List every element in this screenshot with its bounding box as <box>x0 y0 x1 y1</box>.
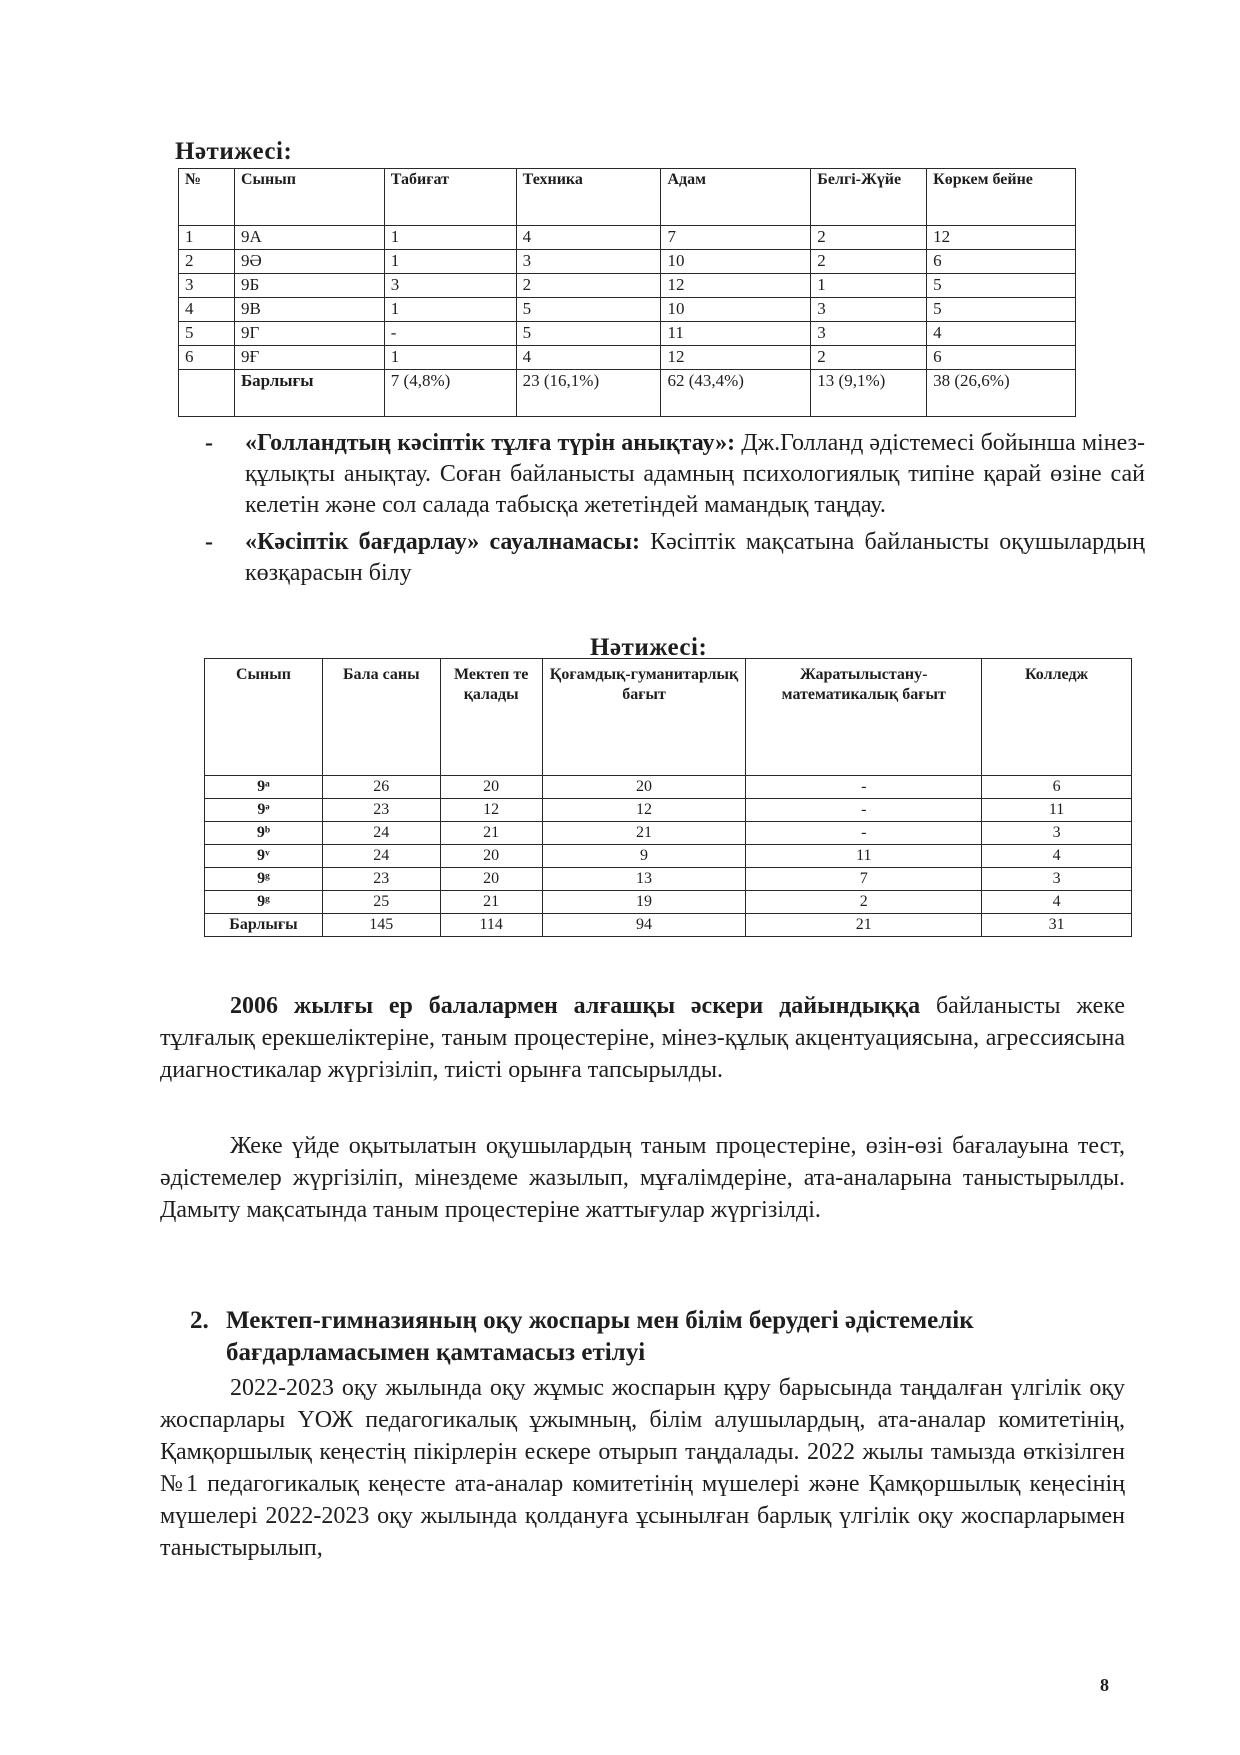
table-row <box>205 822 1132 845</box>
cell: 7 <box>746 868 982 891</box>
cell: 5 <box>516 298 661 322</box>
cell: 4 <box>982 891 1132 914</box>
cell: 62 (43,4%) <box>661 370 811 417</box>
cell: 9ᵇ <box>205 822 323 845</box>
methods-list <box>195 428 1145 595</box>
method-title: «Кәсіптік бағдарлау» сауалнамасы: <box>245 529 640 555</box>
header-cell: Табиғат <box>384 169 516 226</box>
cell: 6 <box>982 776 1132 799</box>
cell: 12 <box>440 799 542 822</box>
cell: 3 <box>179 274 235 298</box>
table-row <box>205 845 1132 868</box>
table-header-row <box>205 659 1132 776</box>
cell: 20 <box>542 776 746 799</box>
cell: 114 <box>440 914 542 937</box>
cell: 23 (16,1%) <box>516 370 661 417</box>
cell: 5 <box>179 322 235 346</box>
cell: 10 <box>661 298 811 322</box>
method-description: Кәсіптік мақсатына байланысты оқушылардың көзқарасын білу <box>245 529 1145 586</box>
cell: 1 <box>811 274 927 298</box>
header-cell: № <box>179 169 235 226</box>
section-title: Мектеп-гимназияның оқу жоспары мен білім берудегі әдістемелік бағдарламасымен қамтамасыз етілуі <box>226 1307 974 1366</box>
cell: 23 <box>322 868 440 891</box>
section-number: 2. <box>190 1307 209 1334</box>
paragraph-text: Жеке үйде оқытылатын оқушылардың таным процестеріне, өзін-өзі бағалауына тест, әдістемелер жүргізіліп, мінездеме жазылып, мұғалімдеріне, ата-аналарына таныстырылды. Дамыту мақсатында таным процестеріне жаттығулар жүргізілді. <box>160 1133 1125 1223</box>
bullet-dash: - <box>205 529 213 555</box>
cell: 13 <box>542 868 746 891</box>
cell: 2 <box>746 891 982 914</box>
paragraph-curriculum <box>160 1372 1125 1564</box>
cell: 20 <box>440 845 542 868</box>
header-cell: Колледж <box>982 659 1132 776</box>
cell: 3 <box>384 274 516 298</box>
method-title: «Голландтың кәсіптік тұлға түрін анықтау»: <box>245 430 736 456</box>
cell: 6 <box>927 250 1076 274</box>
cell: 94 <box>542 914 746 937</box>
cell: 4 <box>516 346 661 370</box>
cell: - <box>746 799 982 822</box>
header-cell: Адам <box>661 169 811 226</box>
bullet-dash: - <box>205 430 213 456</box>
paragraph-military <box>160 990 1125 1086</box>
header-cell: Мектеп те қалады <box>440 659 542 776</box>
cell: 11 <box>746 845 982 868</box>
cell: 9Ә <box>234 250 384 274</box>
header-cell: Жаратылыстану-математикалық бағыт <box>746 659 982 776</box>
cell: 6 <box>927 346 1076 370</box>
cell: 1 <box>384 226 516 250</box>
table-header-row <box>179 169 1076 226</box>
cell: 1 <box>179 226 235 250</box>
cell: 11 <box>661 322 811 346</box>
cell: - <box>384 322 516 346</box>
cell: 5 <box>927 298 1076 322</box>
cell: 2 <box>516 274 661 298</box>
cell: 9ᵃ <box>205 776 323 799</box>
cell: 2 <box>811 226 927 250</box>
cell: - <box>746 822 982 845</box>
cell: 1 <box>384 298 516 322</box>
header-cell: Бала саны <box>322 659 440 776</box>
cell: 4 <box>927 322 1076 346</box>
cell: 24 <box>322 822 440 845</box>
cell: 5 <box>927 274 1076 298</box>
cell: 3 <box>982 822 1132 845</box>
cell: 12 <box>927 226 1076 250</box>
cell: 4 <box>516 226 661 250</box>
header-cell: Сынып <box>234 169 384 226</box>
header-cell: Көркем бейне <box>927 169 1076 226</box>
cell: 24 <box>322 845 440 868</box>
cell: 9ᵛ <box>205 845 323 868</box>
cell: 10 <box>661 250 811 274</box>
cell: 9ᵍ <box>205 891 323 914</box>
paragraph-lead: 2006 жылғы ер балалармен алғашқы әскери дайындыққа <box>230 993 921 1019</box>
cell: 21 <box>542 822 746 845</box>
paragraph-text: 2022-2023 оқу жылында оқу жұмыс жоспарын құру барысында таңдалған үлгілік оқу жоспарлары ҮОЖ педагогикалық ұжымның, білім алушылардың, ата-аналар комитетінің, Қамқоршылық кеңестің пікірлерін ескере отырып таңдалады. 2022 жылы тамызда өткізілген №1 педагогикалық кеңесте ата-аналар комитетінің мүшелері және Қамқоршылық кеңесінің мүшелері 2022-2023 оқу жылында қолдануға ұсынылған барлық үлгілік оқу жоспарларымен таныстырылып, <box>160 1375 1125 1561</box>
table-row <box>205 891 1132 914</box>
cell: 12 <box>661 346 811 370</box>
table-row <box>179 226 1076 250</box>
cell: 26 <box>322 776 440 799</box>
cell: 23 <box>322 799 440 822</box>
method-description: Дж.Голланд әдістемесі бойынша мінез-құлықты анықтау. Соған байланысты адамның психологиялық типіне қарай өзіне сай келетін және сол салада табысқа жететіндей мамандық таңдау. <box>245 430 1145 518</box>
cell: 21 <box>440 891 542 914</box>
cell: 3 <box>982 868 1132 891</box>
cell: 4 <box>179 298 235 322</box>
header-cell: Техника <box>516 169 661 226</box>
cell: 1 <box>384 250 516 274</box>
cell: 3 <box>811 298 927 322</box>
cell: 9ᵊ <box>205 799 323 822</box>
table-row <box>179 298 1076 322</box>
cell: 3 <box>516 250 661 274</box>
table-row <box>179 274 1076 298</box>
cell: 19 <box>542 891 746 914</box>
cell: 21 <box>440 822 542 845</box>
cell: 11 <box>982 799 1132 822</box>
cell: 2 <box>179 250 235 274</box>
cell: 6 <box>179 346 235 370</box>
cell: 20 <box>440 868 542 891</box>
table-row <box>205 868 1132 891</box>
cell: - <box>746 776 982 799</box>
paragraph-text: байланысты жеке тұлғалық ерекшеліктеріне, таным процестеріне, мінез-құлық акцентуациясына, агрессиясына диагностикалар жүргізіліп, тиісті орынға тапсырылды. <box>160 993 1125 1083</box>
table-row <box>205 799 1132 822</box>
cell: 2 <box>811 346 927 370</box>
page-number: 8 <box>1100 1675 1109 1695</box>
cell: 1 <box>384 346 516 370</box>
cell: 7 (4,8%) <box>384 370 516 417</box>
cell: 31 <box>982 914 1132 937</box>
cell: 21 <box>746 914 982 937</box>
cell: 3 <box>811 322 927 346</box>
list-item <box>195 428 1145 521</box>
holland-results-table <box>178 168 1076 417</box>
orientation-results-table <box>204 658 1132 937</box>
cell: 12 <box>542 799 746 822</box>
cell: 9ᵍ <box>205 868 323 891</box>
cell: 9Г <box>234 322 384 346</box>
total-label: Барлығы <box>205 914 323 937</box>
cell: 2 <box>811 250 927 274</box>
cell: 4 <box>982 845 1132 868</box>
cell: 9 <box>542 845 746 868</box>
results-heading-2: Нәтижесі: <box>590 634 708 661</box>
paragraph-home-schooling <box>160 1130 1125 1226</box>
header-cell: Белгі-Жүйе <box>811 169 927 226</box>
cell: 7 <box>661 226 811 250</box>
table-total-row <box>205 914 1132 937</box>
cell: 20 <box>440 776 542 799</box>
table-row <box>205 776 1132 799</box>
table-row <box>179 346 1076 370</box>
list-item <box>195 527 1145 589</box>
section-heading <box>190 1305 1125 1369</box>
cell: 9Ғ <box>234 346 384 370</box>
table-row <box>179 322 1076 346</box>
cell: 13 (9,1%) <box>811 370 927 417</box>
header-cell: Сынып <box>205 659 323 776</box>
cell <box>179 370 235 417</box>
cell: 25 <box>322 891 440 914</box>
table-total-row <box>179 370 1076 417</box>
table-row <box>179 250 1076 274</box>
cell: 12 <box>661 274 811 298</box>
results-heading-1: Нәтижесі: <box>175 138 293 165</box>
cell: 5 <box>516 322 661 346</box>
total-label: Барлығы <box>234 370 384 417</box>
cell: 9А <box>234 226 384 250</box>
header-cell: Қоғамдық-гуманитарлық бағыт <box>542 659 746 776</box>
cell: 9Б <box>234 274 384 298</box>
cell: 145 <box>322 914 440 937</box>
cell: 9В <box>234 298 384 322</box>
cell: 38 (26,6%) <box>927 370 1076 417</box>
